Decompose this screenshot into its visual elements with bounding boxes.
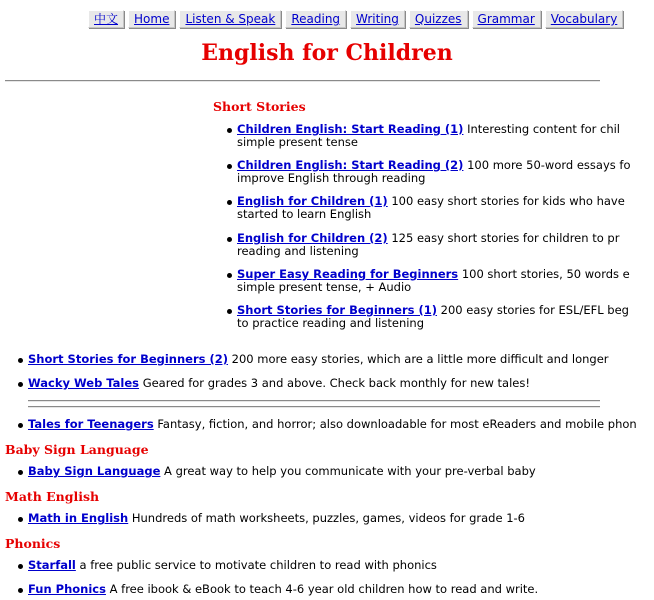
list-item xyxy=(237,194,625,221)
story-description: 100 short stories, 50 words e xyxy=(461,267,630,281)
story-link[interactable]: Short Stories for Beginners (2) xyxy=(28,352,229,366)
bullet-icon xyxy=(227,237,232,242)
math-heading: Math English xyxy=(5,489,100,504)
list-item xyxy=(28,583,538,596)
resource-link[interactable]: Starfall xyxy=(28,558,76,572)
story-description: Fantasy, fiction, and horror; also downloadable for most eReaders and mobile phon xyxy=(157,417,637,431)
story-description-cont: started to learn English xyxy=(237,207,372,221)
bullet-icon xyxy=(227,128,232,133)
story-link[interactable]: Wacky Web Tales xyxy=(28,376,140,390)
story-description: Geared for grades 3 and above. Check back monthly for new tales! xyxy=(142,376,530,390)
list-item xyxy=(28,559,437,572)
bullet-icon xyxy=(18,564,23,569)
story-description-cont: simple present tense xyxy=(237,135,358,149)
nav-listen-speak[interactable]: Listen & Speak xyxy=(179,10,281,28)
divider xyxy=(28,400,600,402)
nav-grammar[interactable]: Grammar xyxy=(472,10,541,28)
header-divider xyxy=(5,80,600,82)
story-description-cont: improve English through reading xyxy=(237,171,426,185)
story-link[interactable]: Children English: Start Reading (2) xyxy=(237,158,464,172)
bullet-icon xyxy=(227,309,232,314)
divider xyxy=(28,406,600,408)
top-nav xyxy=(88,10,623,28)
nav-chinese[interactable]: 中文 xyxy=(88,10,124,28)
story-description-cont: reading and listening xyxy=(237,244,359,258)
list-item xyxy=(237,158,631,185)
story-description-cont: simple present tense, + Audio xyxy=(237,280,412,294)
story-link[interactable]: Tales for Teenagers xyxy=(28,417,154,431)
bullet-icon xyxy=(18,470,23,475)
baby-sign-heading: Baby Sign Language xyxy=(5,442,149,457)
story-description: 100 more 50-word essays fo xyxy=(467,158,631,172)
story-description: 100 easy short stories for kids who have xyxy=(391,194,625,208)
list-item xyxy=(237,303,629,330)
list-item xyxy=(237,267,630,294)
story-link[interactable]: English for Children (1) xyxy=(237,194,388,208)
list-item xyxy=(28,377,530,390)
list-item xyxy=(28,465,536,478)
bullet-icon xyxy=(18,358,23,363)
nav-quizzes[interactable]: Quizzes xyxy=(409,10,468,28)
nav-vocabulary[interactable]: Vocabulary xyxy=(545,10,624,28)
story-description: 200 more easy stories, which are a little more difficult and longer xyxy=(231,352,609,366)
resource-description: A great way to help you communicate with your pre-verbal baby xyxy=(164,464,536,478)
story-link[interactable]: English for Children (2) xyxy=(237,231,388,245)
story-description: Interesting content for chil xyxy=(467,122,621,136)
resource-description: A free ibook & eBook to teach 4-6 year old children how to read and write. xyxy=(109,582,539,596)
resource-description: a free public service to motivate children to read with phonics xyxy=(79,558,437,572)
bullet-icon xyxy=(18,423,23,428)
page-title: English for Children xyxy=(201,40,453,66)
story-description-cont: to practice reading and listening xyxy=(237,316,425,330)
bullet-icon xyxy=(227,273,232,278)
resource-link[interactable]: Fun Phonics xyxy=(28,582,106,596)
resource-description: Hundreds of math worksheets, puzzles, games, videos for grade 1-6 xyxy=(131,511,525,525)
story-link[interactable]: Children English: Start Reading (1) xyxy=(237,122,464,136)
list-item xyxy=(28,353,609,366)
story-description: 125 easy short stories for children to pr xyxy=(391,231,620,245)
resource-link[interactable]: Baby Sign Language xyxy=(28,464,161,478)
story-link[interactable]: Super Easy Reading for Beginners xyxy=(237,267,459,281)
nav-home[interactable]: Home xyxy=(128,10,175,28)
short-stories-heading: Short Stories xyxy=(213,99,306,114)
bullet-icon xyxy=(18,382,23,387)
resource-link[interactable]: Math in English xyxy=(28,511,129,525)
nav-writing[interactable]: Writing xyxy=(350,10,405,28)
story-description: 200 easy stories for ESL/EFL beg xyxy=(440,303,629,317)
bullet-icon xyxy=(227,164,232,169)
story-link[interactable]: Short Stories for Beginners (1) xyxy=(237,303,438,317)
phonics-heading: Phonics xyxy=(5,536,61,551)
nav-reading[interactable]: Reading xyxy=(285,10,346,28)
list-item xyxy=(237,122,621,149)
list-item xyxy=(28,418,637,431)
bullet-icon xyxy=(18,588,23,593)
bullet-icon xyxy=(227,200,232,205)
bullet-icon xyxy=(18,517,23,522)
list-item xyxy=(28,512,525,525)
list-item xyxy=(237,231,620,258)
